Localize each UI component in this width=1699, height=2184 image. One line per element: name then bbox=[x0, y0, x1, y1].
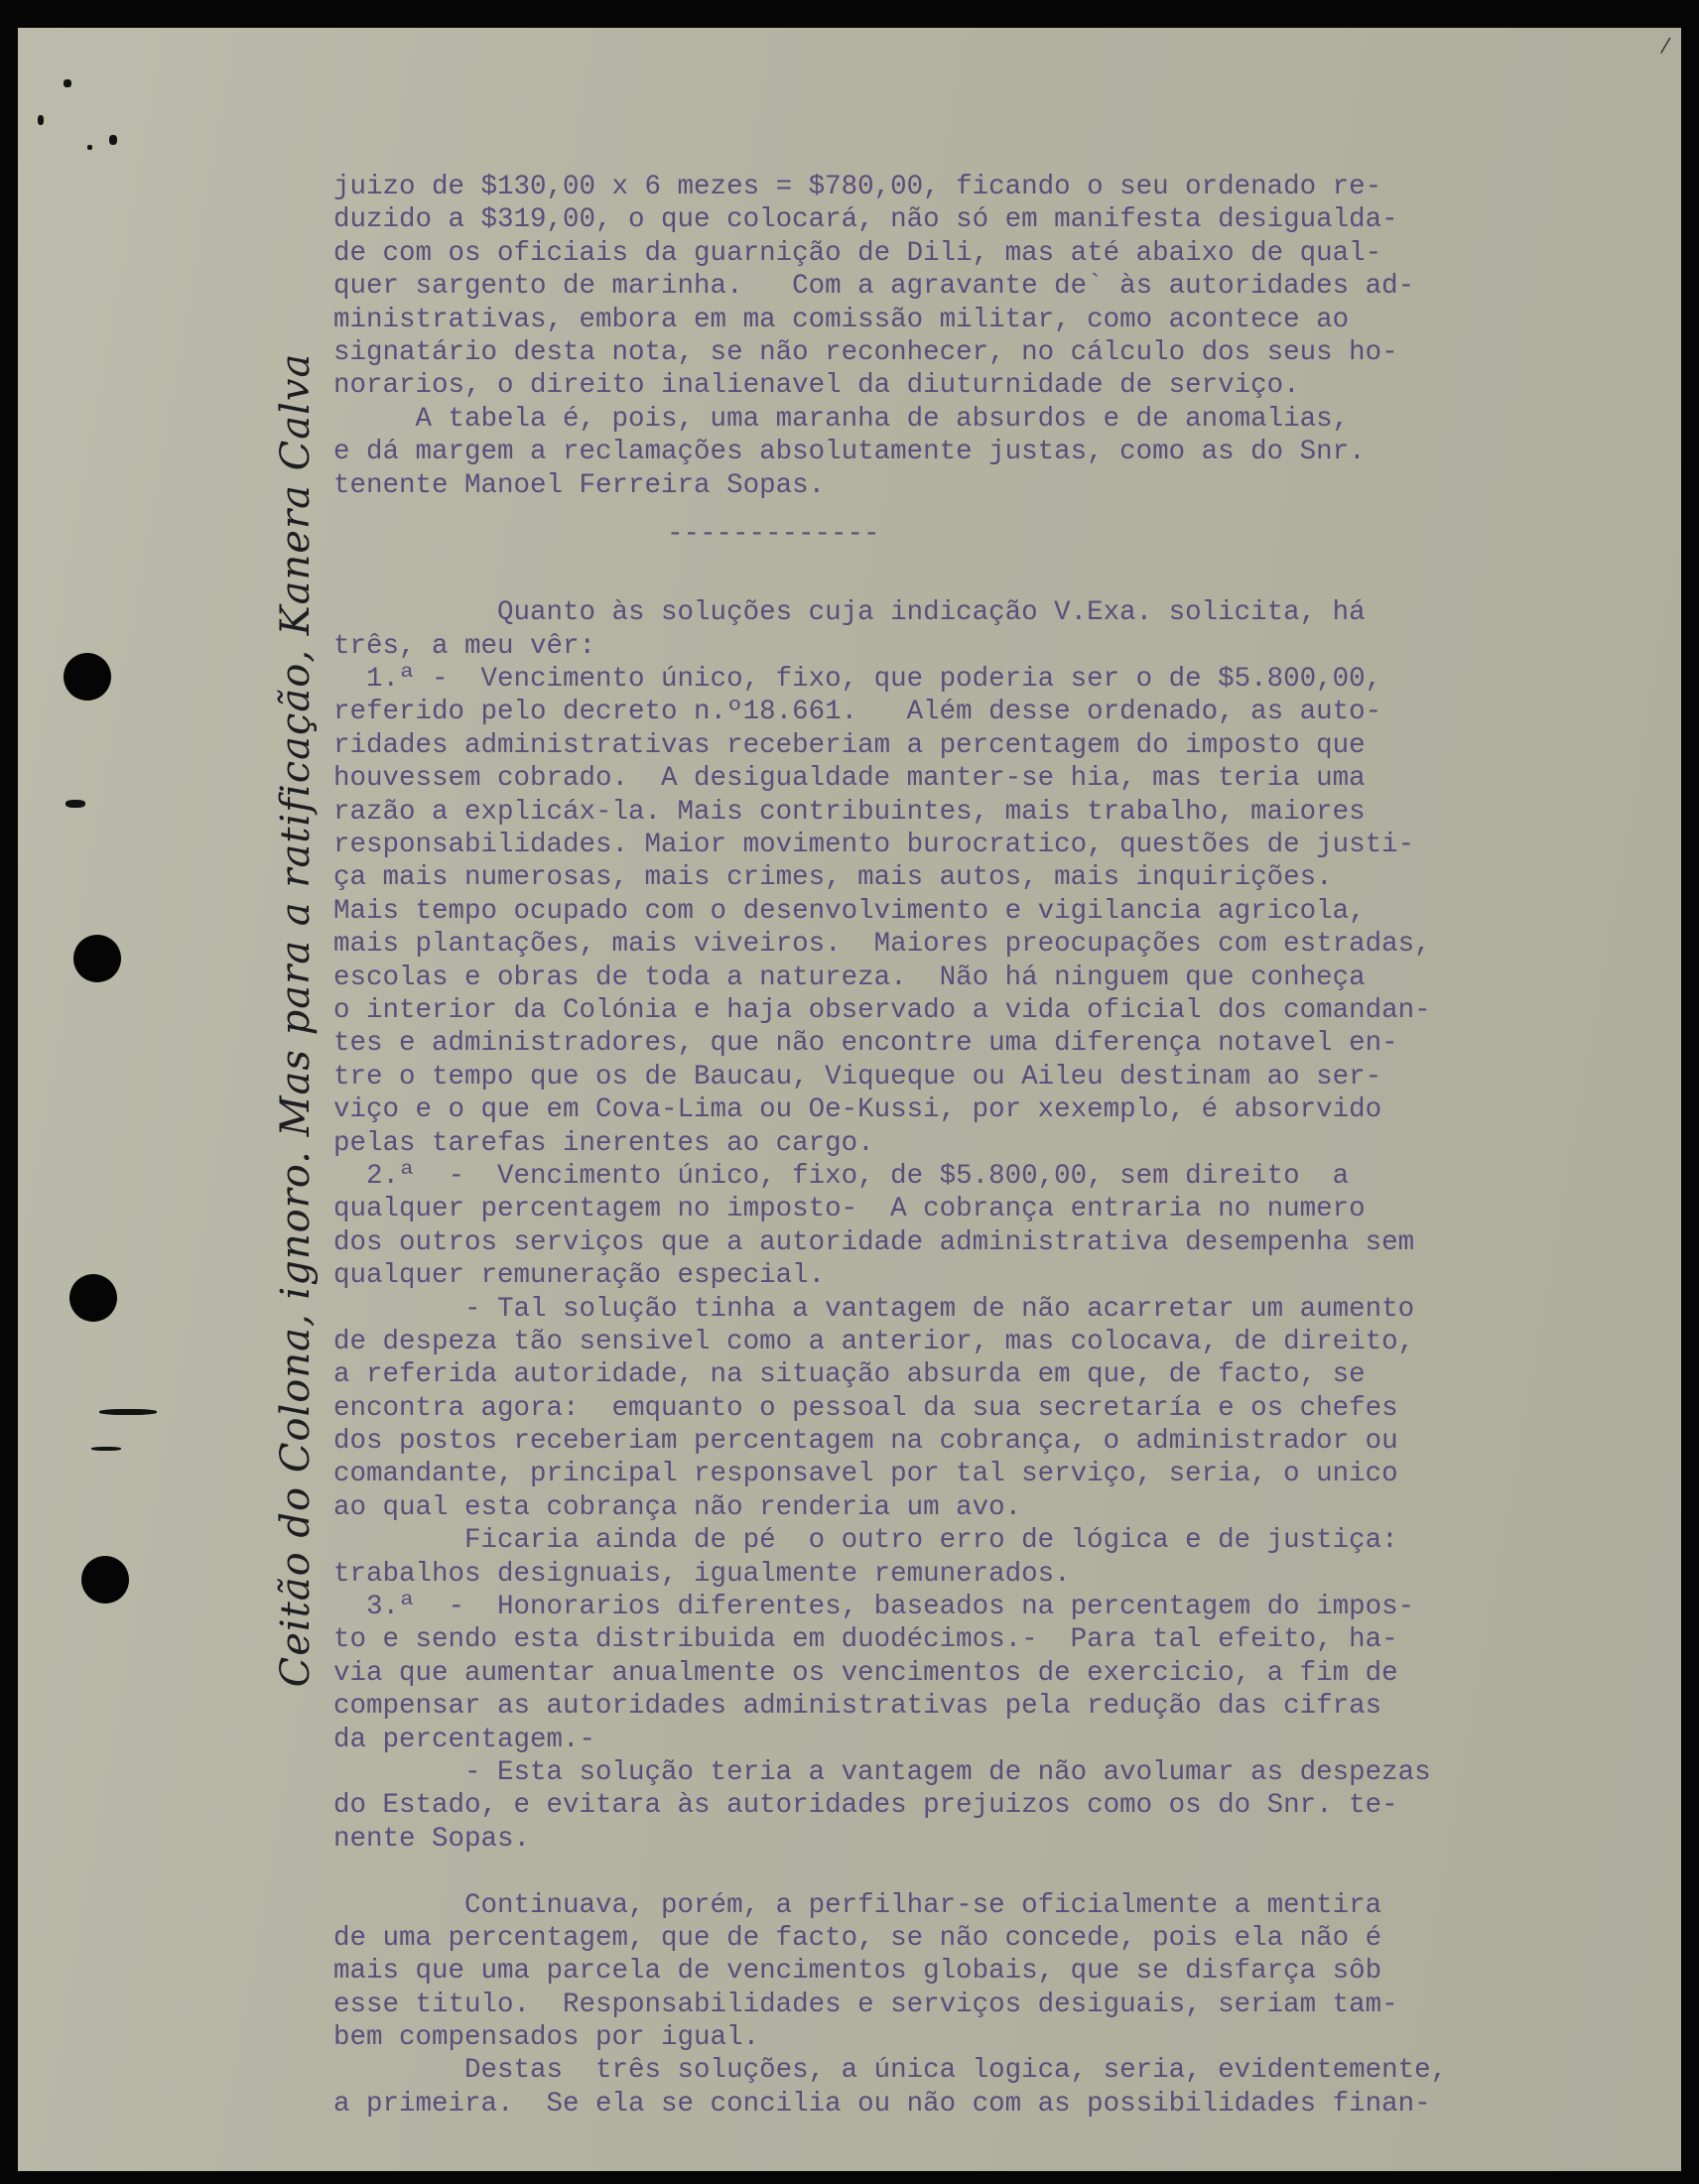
text-line: comandante, principal responsavel por tal serviço, seria, o unico bbox=[333, 1459, 1398, 1490]
blank-line bbox=[333, 1856, 1663, 1888]
text-line: ça mais numerosas, mais crimes, mais autos, mais inquirições. bbox=[333, 862, 1333, 894]
text-line: signatário desta nota, se não reconhecer, no cálculo dos seus ho- bbox=[333, 336, 1398, 368]
text-line: o interior da Colónia e haja observado a vida oficial dos comandan- bbox=[333, 994, 1431, 1026]
text-line: razão a explicáx-la. Mais contribuintes, mais trabalho, maiores bbox=[333, 796, 1366, 828]
paragraph-bottom bbox=[333, 596, 1663, 2120]
text-line: duzido a $319,00, o que colocará, não só em manifesta desigualda- bbox=[333, 204, 1398, 236]
ink-speck bbox=[99, 1409, 157, 1415]
text-line: dos postos receberiam percentagem na cobrança, o administrador ou bbox=[333, 1426, 1398, 1458]
ink-speck bbox=[109, 135, 117, 145]
ink-speck bbox=[87, 145, 92, 150]
ink-speck bbox=[38, 115, 44, 125]
handwritten-margin-note: Ceitão do Colona, ignoro. Mas para a ratificação, Kanera Calva bbox=[273, 352, 319, 1688]
text-line: do Estado, e evitara às autoridades prejuizos como os do Snr. te- bbox=[333, 1790, 1398, 1822]
text-line: to e sendo esta distribuida em duodécimos.- Para tal efeito, ha- bbox=[333, 1624, 1398, 1656]
punch-hole-4 bbox=[81, 1556, 129, 1604]
text-line: juizo de $130,00 x 6 mezes = $780,00, ficando o seu ordenado re- bbox=[333, 172, 1382, 202]
text-line: escolas e obras de toda a natureza. Não há ninguem que conheça bbox=[333, 962, 1366, 993]
text-line: pelas tarefas inerentes ao cargo. bbox=[333, 1127, 874, 1159]
text-line: nente Sopas. bbox=[333, 1823, 531, 1855]
text-line: a primeira. Se ela se concilia ou não com as possibilidades finan- bbox=[333, 2088, 1431, 2120]
text-line: ministrativas, embora em ma comissão militar, como acontece ao bbox=[333, 304, 1350, 335]
text-line: Continuava, porém, a perfilhar-se oficialmente a mentira bbox=[333, 1889, 1382, 1921]
text-line: e dá margem a reclamações absolutamente justas, como as do Snr. bbox=[333, 437, 1366, 468]
text-line: - Esta solução teria a vantagem de não avolumar as despezas bbox=[333, 1756, 1431, 1788]
text-line: ao qual esta cobrança não renderia um avo. bbox=[333, 1491, 1022, 1523]
text-line: compensar as autoridades administrativas pela redução das cifras bbox=[333, 1691, 1382, 1723]
text-line: bem compensados por igual. bbox=[333, 2022, 760, 2054]
text-line: dos outros serviços que a autoridade administrativa desempenha sem bbox=[333, 1226, 1415, 1258]
ink-speck bbox=[64, 79, 71, 87]
text-line: referido pelo decreto n.º18.661. Além desse ordenado, as auto- bbox=[333, 697, 1382, 728]
text-line: qualquer percentagem no imposto- A cobrança entraria no numero bbox=[333, 1194, 1366, 1225]
typewritten-text bbox=[333, 171, 1663, 2120]
paragraph-top bbox=[333, 171, 1663, 502]
text-line: 1.ª - Vencimento único, fixo, que poderia ser o de $5.800,00, bbox=[333, 664, 1382, 696]
punch-hole-2 bbox=[73, 935, 121, 982]
text-line: A tabela é, pois, uma maranha de absurdos e de anomalias, bbox=[333, 403, 1350, 435]
text-line: qualquer remuneração especial. bbox=[333, 1260, 826, 1292]
ink-speck bbox=[65, 800, 85, 808]
text-line: mais que uma parcela de vencimentos globais, que se disfarça sôb bbox=[333, 1956, 1382, 1988]
text-line: mais plantações, mais viveiros. Maiores preocupações com estradas, bbox=[333, 929, 1431, 961]
separator-line: ------------- bbox=[667, 518, 880, 550]
text-line: Quanto às soluções cuja indicação V.Exa. solicita, há bbox=[333, 597, 1366, 629]
ink-speck bbox=[91, 1447, 121, 1451]
text-line: três, a meu vêr: bbox=[333, 630, 596, 662]
text-line: a referida autoridade, na situação absurda em que, de facto, se bbox=[333, 1359, 1366, 1391]
text-line: 3.ª - Honorarios diferentes, baseados na percentagem do impos- bbox=[333, 1592, 1415, 1623]
text-line: Destas três soluções, a única logica, seria, evidentemente, bbox=[333, 2055, 1448, 2087]
text-line: houvessem cobrado. A desigualdade manter-se hia, mas teria uma bbox=[333, 763, 1366, 795]
text-line: esse titulo. Responsabilidades e serviços desiguais, seriam tam- bbox=[333, 1989, 1398, 2020]
text-line: de uma percentagem, que de facto, se não concede, pois ela não é bbox=[333, 1922, 1382, 1954]
text-line: via que aumentar anualmente os vencimentos de exercicio, a fim de bbox=[333, 1657, 1398, 1689]
text-line: encontra agora: emquanto o pessoal da sua secretaría e os chefes bbox=[333, 1392, 1398, 1424]
text-line: 2.ª - Vencimento único, fixo, de $5.800,00, sem direito a bbox=[333, 1160, 1350, 1192]
text-line: de despeza tão sensivel como a anterior, mas colocava, de direito, bbox=[333, 1326, 1415, 1357]
punch-hole-1 bbox=[64, 653, 111, 701]
text-line: tenente Manoel Ferreira Sopas. bbox=[333, 469, 826, 501]
text-line: - Tal solução tinha a vantagem de não acarretar um aumento bbox=[333, 1293, 1415, 1325]
text-line: viço e o que em Cova-Lima ou Oe-Kussi, por xexemplo, é absorvido bbox=[333, 1094, 1382, 1126]
text-line: tre o tempo que os de Baucau, Viqueque ou Aileu destinam ao ser- bbox=[333, 1061, 1382, 1092]
text-line: tes e administradores, que não encontre uma diferença notavel en- bbox=[333, 1028, 1398, 1060]
text-line: de com os oficiais da guarnição de Dili, mas até abaixo de qual- bbox=[333, 237, 1382, 269]
text-line: Mais tempo ocupado com o desenvolvimento e vigilancia agricola, bbox=[333, 895, 1366, 927]
text-line: Ficaria ainda de pé o outro erro de lógica e de justiça: bbox=[333, 1525, 1398, 1557]
text-line: quer sargento de marinha. Com a agravante de` às autoridades ad- bbox=[333, 271, 1415, 303]
text-line: trabalhos designuais, igualmente remunerados. bbox=[333, 1558, 1071, 1590]
punch-hole-3 bbox=[69, 1274, 117, 1322]
text-line: norarios, o direito inalienavel da diuturnidade de serviço. bbox=[333, 370, 1300, 402]
corner-pencil-mark: ⁄ bbox=[1663, 34, 1667, 58]
text-line: da percentagem.- bbox=[333, 1724, 596, 1755]
text-line: responsabilidades. Maior movimento burocratico, questões de justi- bbox=[333, 830, 1415, 861]
text-line: ridades administrativas receberiam a percentagem do imposto que bbox=[333, 729, 1366, 761]
